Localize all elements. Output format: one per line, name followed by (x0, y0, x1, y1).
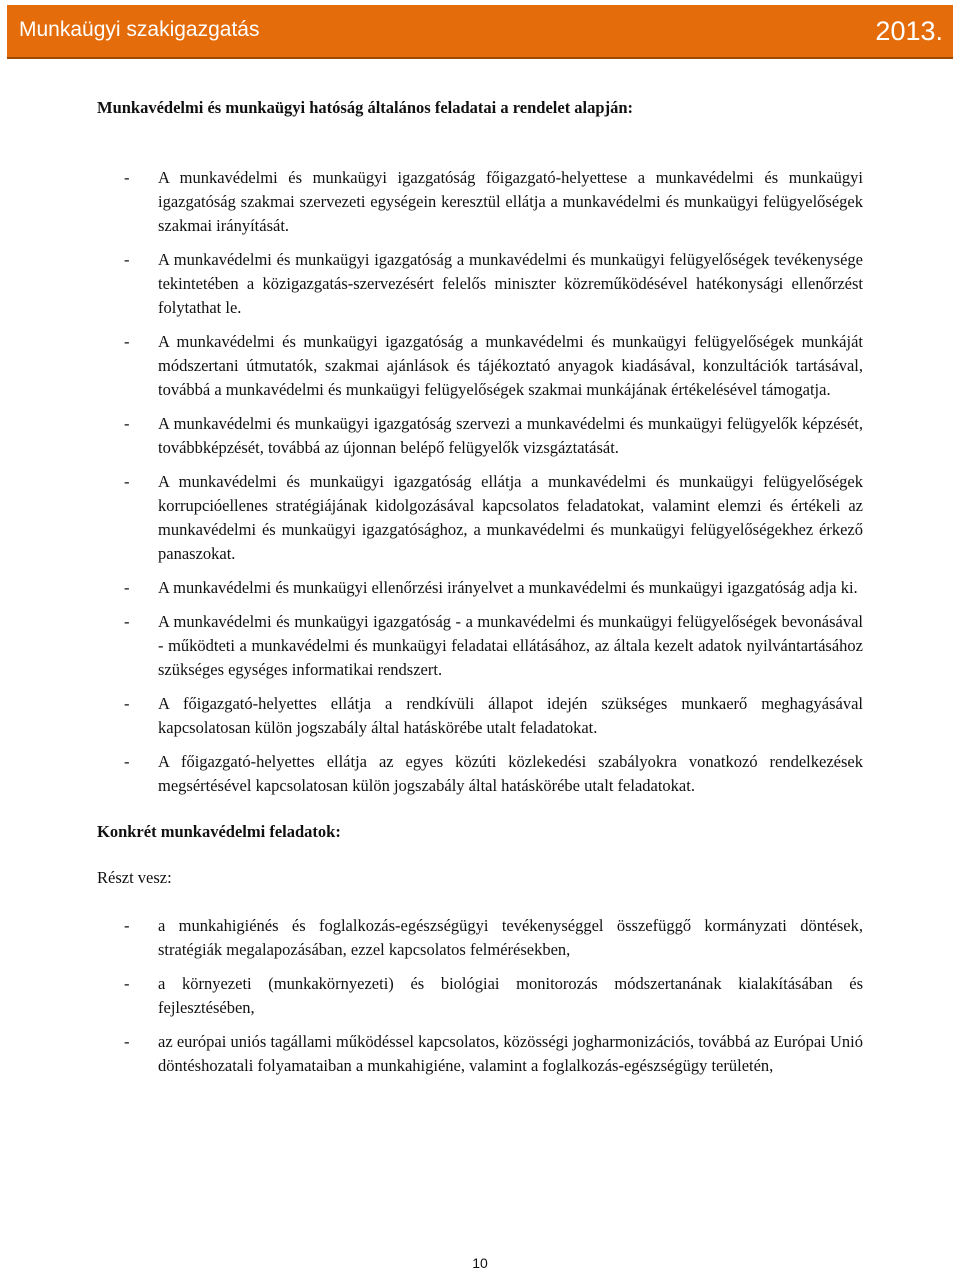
page-header (7, 5, 953, 59)
list-item: - a munkahigiénés és foglalkozás-egészségügyi tevékenységgel összefüggő kormányzati döntések, stratégiák megalapozásában, ezzel kapcsolatos felmérésekben, (124, 916, 863, 959)
header-title: Munkaügyi szakigazgatás (19, 18, 260, 41)
list-item: - A munkavédelmi és munkaügyi igazgatóság a munkavédelmi és munkaügyi felügyelőségek tevékenysége tekintetében a közigazgatás-szervezésért felelős miniszter közreműködésével hatékonysági ellenőrzést folytathat le. (124, 250, 863, 317)
section-heading-specific-tasks: Konkrét munkavédelmi feladatok: (97, 822, 341, 841)
list-item: - az európai uniós tagállami működéssel kapcsolatos, közösségi jogharmonizációs, továbbá az Európai Unió döntéshozatali folyamataiban a munkahigiéne, valamint a foglalkozás-egészségügy területén, (124, 1032, 863, 1075)
page-number: 10 (472, 1255, 488, 1271)
document-body (97, 96, 863, 1088)
section-heading-general-tasks: Munkavédelmi és munkaügyi hatóság általános feladatai a rendelet alapján: (97, 98, 633, 117)
list-item: - A munkavédelmi és munkaügyi igazgatóság szervezi a munkavédelmi és munkaügyi felügyelők képzését, továbbképzését, továbbá az újonnan belépő felügyelők vizsgáztatását. (124, 414, 863, 457)
list-item: - A munkavédelmi és munkaügyi igazgatóság ellátja a munkavédelmi és munkaügyi felügyelőségek korrupcióellenes stratégiájának kidolgozásával kapcsolatos feladatokat, valamint elemzi és értékeli az munkavédelmi és munkaügyi igazgatósághoz, a munkavédelmi és munkaügyi felügyelőségekhez érkező panaszokat. (124, 472, 863, 563)
list-item: - A munkavédelmi és munkaügyi igazgatóság a munkavédelmi és munkaügyi felügyelőségek munkáját módszertani útmutatók, szakmai ajánlások és tájékoztató anyagok kiadásával, konzultációk tartásával, továbbá a munkavédelmi és munkaügyi felügyelőségek szakmai munkájának értékelésével támogatja. (124, 332, 863, 399)
general-tasks-list (97, 166, 863, 798)
list-item: - A munkavédelmi és munkaügyi igazgatóság főigazgató-helyettese a munkavédelmi és munkaügyi igazgatóság szakmai szervezeti egységein keresztül ellátja a munkavédelmi és munkaügyi felügyelőségek szakmai irányítását. (124, 168, 863, 235)
list-item: - A főigazgató-helyettes ellátja a rendkívüli állapot idején szükséges munkaerő meghagyásával kapcsolatosan külön jogszabály által hatáskörébe utalt feladatokat. (124, 694, 863, 737)
list-item: - A munkavédelmi és munkaügyi ellenőrzési irányelvet a munkavédelmi és munkaügyi igazgatóság adja ki. (124, 578, 858, 597)
list-item: - A munkavédelmi és munkaügyi igazgatóság - a munkavédelmi és munkaügyi felügyelőségek bevonásával - működteti a munkavédelmi és munkaügyi feladatai ellátásához, az általa kezelt adatok nyilvántartásához szükséges egységes informatikai rendszert. (124, 612, 863, 679)
participates-label: Részt vesz: (97, 868, 172, 887)
specific-tasks-list (97, 914, 863, 1078)
list-item: - A főigazgató-helyettes ellátja az egyes közúti közlekedési szabályokra vonatkozó rendelkezések megsértésével kapcsolatosan külön jogszabály által hatáskörébe utalt feladatokat. (124, 752, 863, 795)
header-year: 2013. (875, 16, 943, 46)
list-item: - a környezeti (munkakörnyezeti) és biológiai monitorozás módszertanának kialakításában és fejlesztésében, (124, 974, 863, 1017)
